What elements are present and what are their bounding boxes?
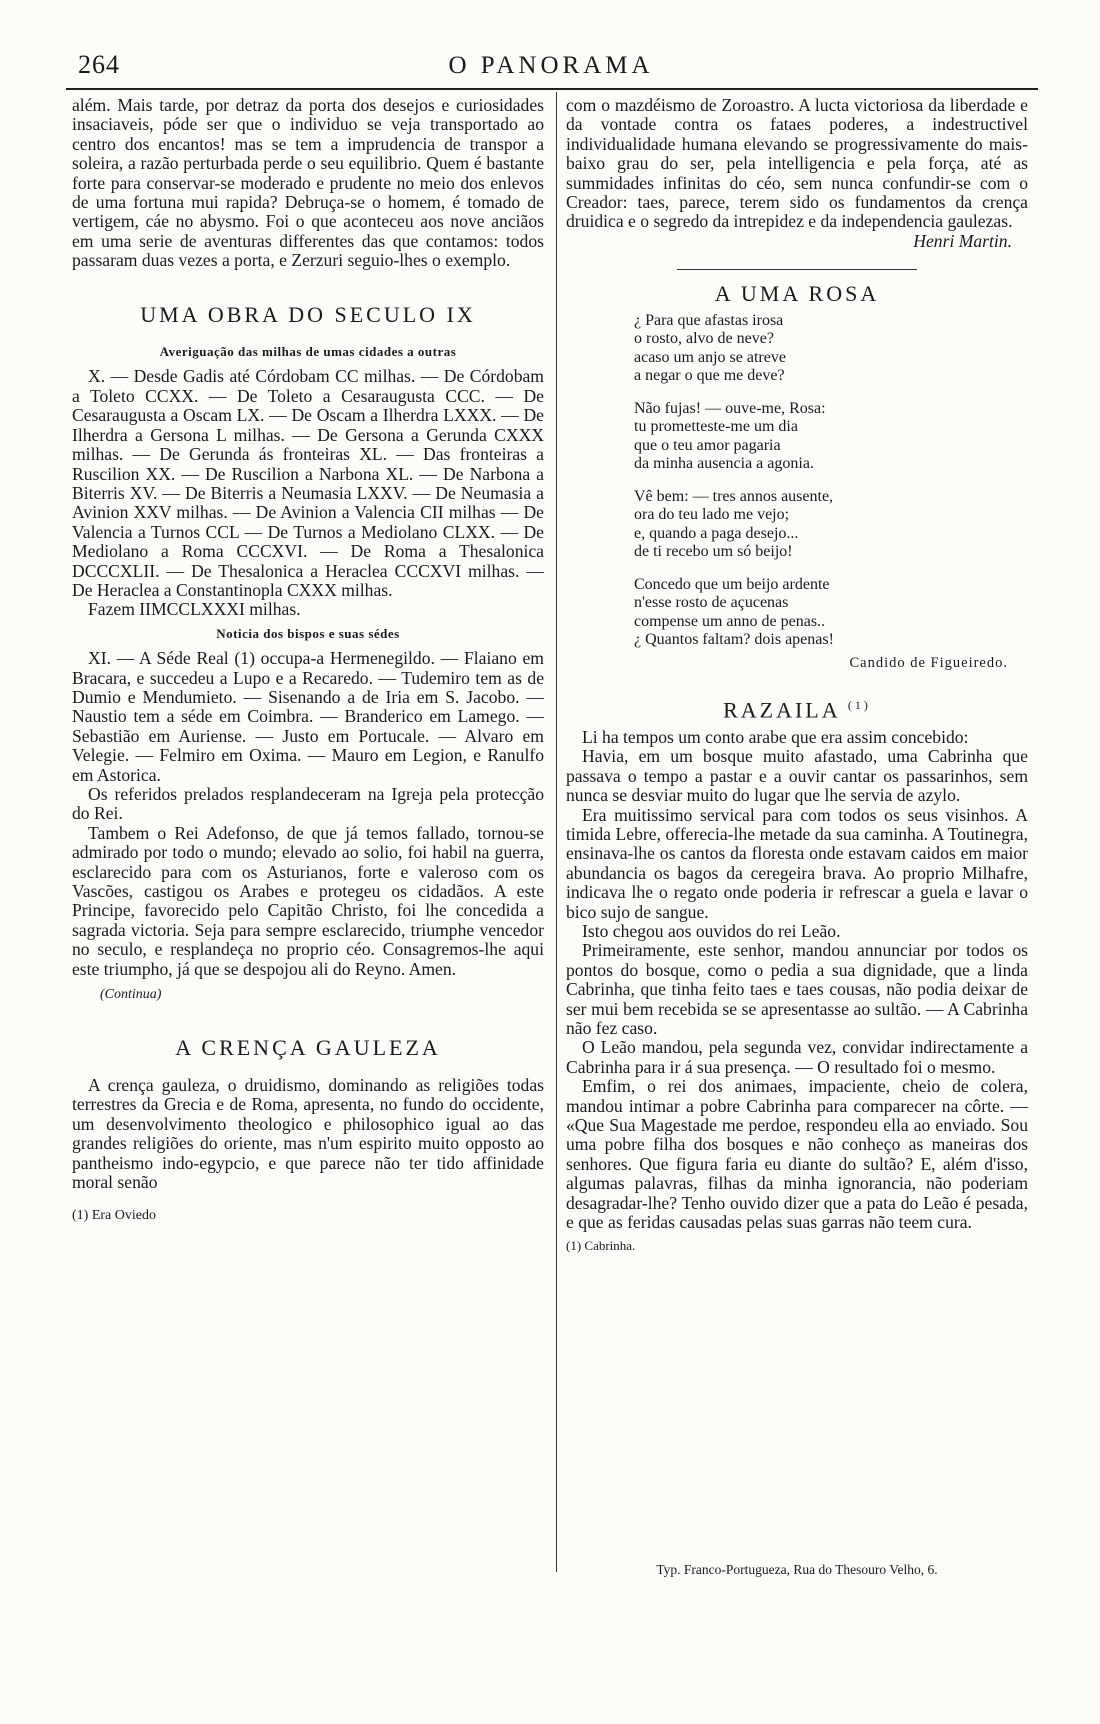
poem-line: o rosto, alvo de neve? (634, 330, 774, 348)
poem-stanza (634, 312, 1028, 386)
poem-line: e, quando a paga desejo... (634, 524, 799, 542)
page-header (66, 50, 1036, 82)
razaila-paragraph: Emfim, o rei dos animaes, impaciente, cheio de colera, mandou intimar a pobre Cabrinha para comparecer na côrte. — «Que Sua Magestade me perdoe, respondeu ella ao enviado. Sou uma pobre filha dos bosques e não conheço as maneiras dos senhores. Que figura faria eu diante do sultão? E, além d'isso, algumas palavras, filhas da minha ignorancia, não poderiam desagradar-lhe? Tenho ouvido dizer que a pata do Leão é pesada, e que as feridas causadas pelas suas garras não teem cura. (566, 1076, 1028, 1233)
razaila-paragraph: Isto chegou aos ouvidos do rei Leão. (582, 920, 841, 941)
razaila-paragraph: Era muitissimo servical para com todos os seus visinhos. A timida Lebre, offerecia-lhe metade da sua caminha. A Toutinegra, ensinava-lhe os cantos da floresta onde estavam caidos em maior abundancia os bagos da ceregeira brava. Ao proprio Milhafre, indicava lhe o regato onde poderia ir refrescar a guela e lavar o bico sujo de sangue. (566, 804, 1028, 922)
running-title: O PANORAMA (448, 52, 654, 79)
poem-stanza (634, 400, 1028, 474)
header-rule (66, 88, 1038, 90)
section-title-obra: UMA OBRA DO SECULO IX (140, 301, 476, 327)
page-number: 264 (78, 50, 120, 79)
poem-line: n'esse rosto de açucenas (634, 594, 789, 612)
author-attribution: Henri Martin. (913, 230, 1012, 251)
continua-note: (Continua) (100, 987, 162, 1003)
subtitle-bispos: Noticia dos bispos e suas sédes (216, 625, 400, 641)
section-title-razaila (566, 696, 1028, 723)
poem (634, 312, 1028, 673)
poem-line: acaso um anjo se atreve (634, 348, 786, 366)
printer-imprint: Typ. Franco-Portugueza, Rua do Thesouro Velho, 6. (656, 1562, 938, 1577)
crenca-paragraph: A crença gauleza, o druidismo, dominando as religiões todas terrestres da Grecia e de Roma, apresenta, no fundo do occidente, um desenvolvimento theologico e philosophico igual ao das grandes religiões do oriente, mas n'um espirito muito opposto ao pantheismo indo-egypcio, e que parece não ter tido affinidade moral senão (72, 1074, 544, 1192)
poem-line: Vê bem: — tres annos ausente, (634, 487, 834, 505)
poem-line: a negar o que me deve? (634, 367, 785, 385)
razaila-paragraph: O Leão mandou, pela segunda vez, convidar indirectamente a Cabrinha para ir á sua presença. — O resultado foi o mesmo. (566, 1037, 1028, 1077)
poem-line: tu prometteste-me um dia (634, 418, 798, 436)
left-column (72, 96, 544, 1226)
section-rule (677, 269, 917, 270)
section-title-crenca: A CRENÇA GAULEZA (175, 1035, 441, 1061)
milhas-paragraph: X. — Desde Gadis até Córdobam CC milhas. — De Córdobam a Toleto CCXX. — De Toleto a Cesaraugusta CCC. — De Cesaraugusta a Oscam LX. — De Oscam a Ilherdra LXXX. — De Ilherdra a Gersona L milhas. — De Gersona a Gerunda CXXX milhas. — De Gerunda ás fronteiras XL. — Das fronteiras a Ruscilion XX. — De Ruscilion a Narbona XL. — De Narbona a Biterris XV. — De Biterris a Neumasia LXXV. — De Neumasia a Avinion XXV milhas. — De Avinion a Valencia CII milhas — De Valencia a Turnos CCL — De Turnos a Mediolano CLXX. — De Mediolano a Roma CCCXVI. — De Roma a Thesalonica DCCCXLII. — De Thesalonica a Heraclea CCCXVI milhas. — De Heraclea a Constantinopla CXXX milhas. (72, 366, 544, 600)
bispos-paragraph-1: XI. — A Séde Real (1) occupa-a Hermenegildo. — Flaiano em Bracara, e succedeu a Lupo e a Recaredo. — Tudemiro tem as de Dumio e Mendumieto. — Sisenando a de Iria em S. Jacobo. — Naustio tem a séde em Coimbra. — Branderico em Lamego. — Sebastião em Auriense. — Justo em Portucale. — Alvaro em Velegie. — Felmiro em Oxima. — Mauro em Legion, e Ranulfo em Astorica. (72, 648, 544, 785)
right-column (566, 96, 1028, 1256)
poem-line: de ti recebo um só beijo! (634, 543, 793, 561)
footnote-mark: (1) (847, 698, 871, 713)
poem-line: compense um anno de penas.. (634, 612, 826, 630)
poem-signature: Candido de Figueiredo. (849, 654, 1008, 671)
poem-line: ora do teu lado me vejo; (634, 506, 790, 524)
subtitle-milhas: Averiguação das milhas de umas cidades a outras (159, 344, 457, 360)
poem-stanza (634, 488, 1028, 562)
poem-stanza (634, 576, 1028, 650)
poem-line: que o teu amor pagaria (634, 436, 781, 454)
column-divider (556, 92, 557, 1572)
razaila-paragraph: Primeiramente, este senhor, mandou annunciar por todos os pontos do bosque, como o pedia a sua dignidade, que a linda Cabrinha, que tinha feito taes e taes cousas, não podia deixar de ser mui bem recebida se se apresentasse ao sultão. — A Cabrinha não fez caso. (566, 940, 1028, 1038)
poem-title: A UMA ROSA (714, 281, 880, 307)
crenca-continuation: com o mazdéismo de Zoroastro. A lucta victoriosa da liberdade e da vontade contra os fataes poderes, a indestructivel individualidade humana elevando se progressivamente do mais-baixo grau do ser, pela intelligencia e pela força, até as summidades infinitas do céo, sem nunca confundir-se com o Creador: taes, parece, terem sido os fundamentos da crença druidica e o segredo da intrepidez e da independencia gaulezas. (566, 95, 1028, 232)
footnote-left: (1) Era Oviedo (72, 1208, 156, 1224)
poem-line: ¿ Para que afastas irosa (634, 311, 784, 329)
razaila-paragraph: Havia, em um bosque muito afastado, uma Cabrinha que passava o tempo a pastar e a ouvir cantar os passarinhos, sem nunca se desviar muito do lugar que lhe servia de azylo. (566, 746, 1028, 806)
poem-line: da minha ausencia a agonia. (634, 455, 814, 473)
bispos-paragraph-3: Tambem o Rei Adefonso, de que já temos fallado, tornou-se admirado por todo o mundo; elevado ao solio, foi habil na guerra, esclarecido para com os Asturianos, forte e valeroso com os Vascões, castigou os Arabes e protegeu os cidadãos. A este Principe, favorecido pelo Capitão Christo, foi lhe concedida a sagrada victoria. Seja para sempre esclarecido, triumphe vencedor no seculo, e resplandeça no proprio céo. Consagremos-lhe aqui este triumpho, já que se despojou ali do Reyno. Amen. (72, 822, 544, 979)
bispos-paragraph-2: Os referidos prelados resplandeceram na Igreja pela protecção do Rei. (72, 784, 544, 824)
poem-line: Concedo que um beijo ardente (634, 575, 830, 593)
poem-line: ¿ Quantos faltam? dois apenas! (634, 631, 834, 649)
razaila-paragraph: Li ha tempos um conto arabe que era assim concebido: (582, 726, 969, 747)
intro-paragraph: além. Mais tarde, por detraz da porta dos desejos e curiosidades insaciaveis, póde ser que o individuo se veja transportado ao centro dos encantos! mas se tem a imprudencia de transpor a soleira, a razão perturbada perde o seu equilibrio. Quem é bastante forte para conservar-se moderado e prudente no meio dos enlevos de uma fortuna mui rapida? Debruça-se o homem, é tomado de vertigem, cáe no abysmo. Foi o que aconteceu aos nove anciãos em uma serie de aventuras differentes das que contamos: todos passaram duas vezes a porta, e Zerzuri seguio-lhes o exemplo. (72, 95, 544, 271)
poem-line: Não fujas! — ouve-me, Rosa: (634, 399, 826, 417)
footnote-right: (1) Cabrinha. (566, 1238, 636, 1254)
milhas-total: Fazem IIMCCLXXXI milhas. (88, 599, 301, 620)
razaila-title-text: RAZAILA (723, 697, 840, 723)
